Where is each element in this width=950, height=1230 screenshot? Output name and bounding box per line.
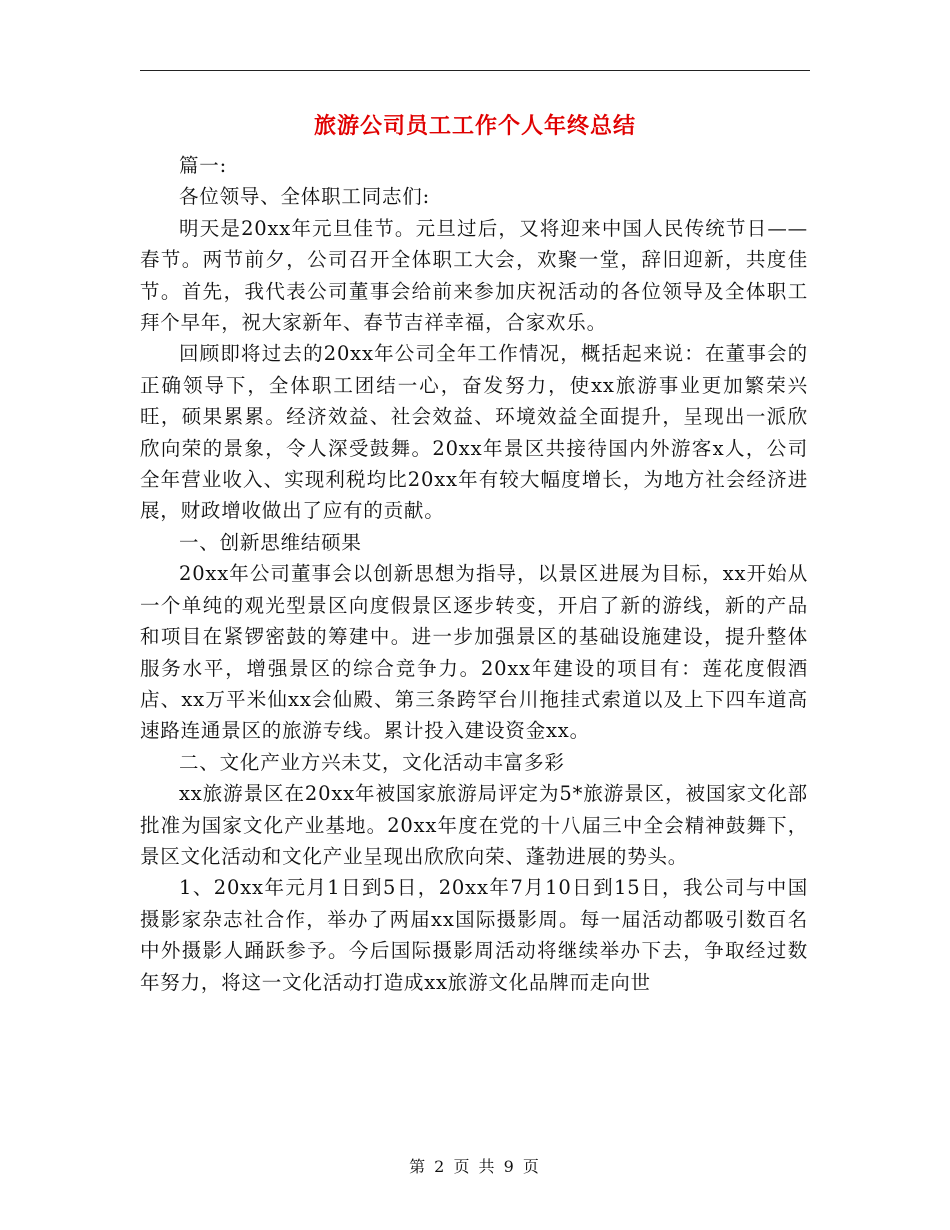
section-label: 篇一: <box>179 154 227 177</box>
paragraph-culture: xx旅游景区在20xx年被国家旅游局评定为5*旅游景区，被国家文化部批准为国家文化产业基地。20xx年度在党的十八届三中全会精神鼓舞下，景区文化活动和文化产业呈现出欣欣向荣、蓬勃进展的势头。 <box>140 782 808 868</box>
heading-innovation: 一、创新思维结硕果 <box>179 530 362 554</box>
header-rule <box>140 70 810 71</box>
paragraph-photography: 1、20xx年元月1日到5日，20xx年7月10日到15日，我公司与中国摄影家杂志社合作，举办了两届xx国际摄影周。每一届活动都吸引数百名中外摄影人踊跃参予。今后国际摄影周活动将继续举办下去，争取经过数年努力，将这一文化活动打造成xx旅游文化品牌而走向世 <box>140 876 808 994</box>
paragraph-opening: 明天是20xx年元旦佳节。元旦过后，又将迎来中国人民传统节日——春节。两节前夕，公司召开全体职工大会，欢聚一堂，辞旧迎新，共度佳节。首先，我代表公司董事会给前来参加庆祝活动的各位领导及全体职工拜个早年，祝大家新年、春节吉祥幸福，合家欢乐。 <box>140 216 808 335</box>
salutation: 各位领导、全体职工同志们: <box>179 185 430 209</box>
heading-culture: 二、文化产业方兴未艾，文化活动丰富多彩 <box>179 750 565 774</box>
document-body <box>140 150 808 998</box>
page-number: 第 2 页 共 9 页 <box>409 1157 541 1176</box>
document-title: 旅游公司员工工作个人年终总结 <box>313 113 636 139</box>
paragraph-innovation: 20xx年公司董事会以创新思想为指导，以景区进展为目标，xx开始从一个单纯的观光型景区向度假景区逐步转变，开启了新的游线，新的产品和项目在紧锣密鼓的筹建中。进一步加强景区的基础设施建设，提升整体服务水平，增强景区的综合竞争力。20xx年建设的项目有：莲花度假酒店、xx万平米仙xx会仙殿、第三条跨罕台川拖挂式索道以及上下四车道高速路连通景区的旅游专线。累计投入建设资金xx。 <box>140 562 808 743</box>
paragraph-review: 回顾即将过去的20xx年公司全年工作情况，概括起来说：在董事会的正确领导下，全体职工团结一心，奋发努力，使xx旅游事业更加繁荣兴旺，硕果累累。经济效益、社会效益、环境效益全面提升，呈现出一派欣欣向荣的景象，令人深受鼓舞。20xx年景区共接待国内外游客x人，公司全年营业收入、实现利税均比20xx年有较大幅度增长，为地方社会经济进展，财政增收做出了应有的贡献。 <box>140 342 808 523</box>
